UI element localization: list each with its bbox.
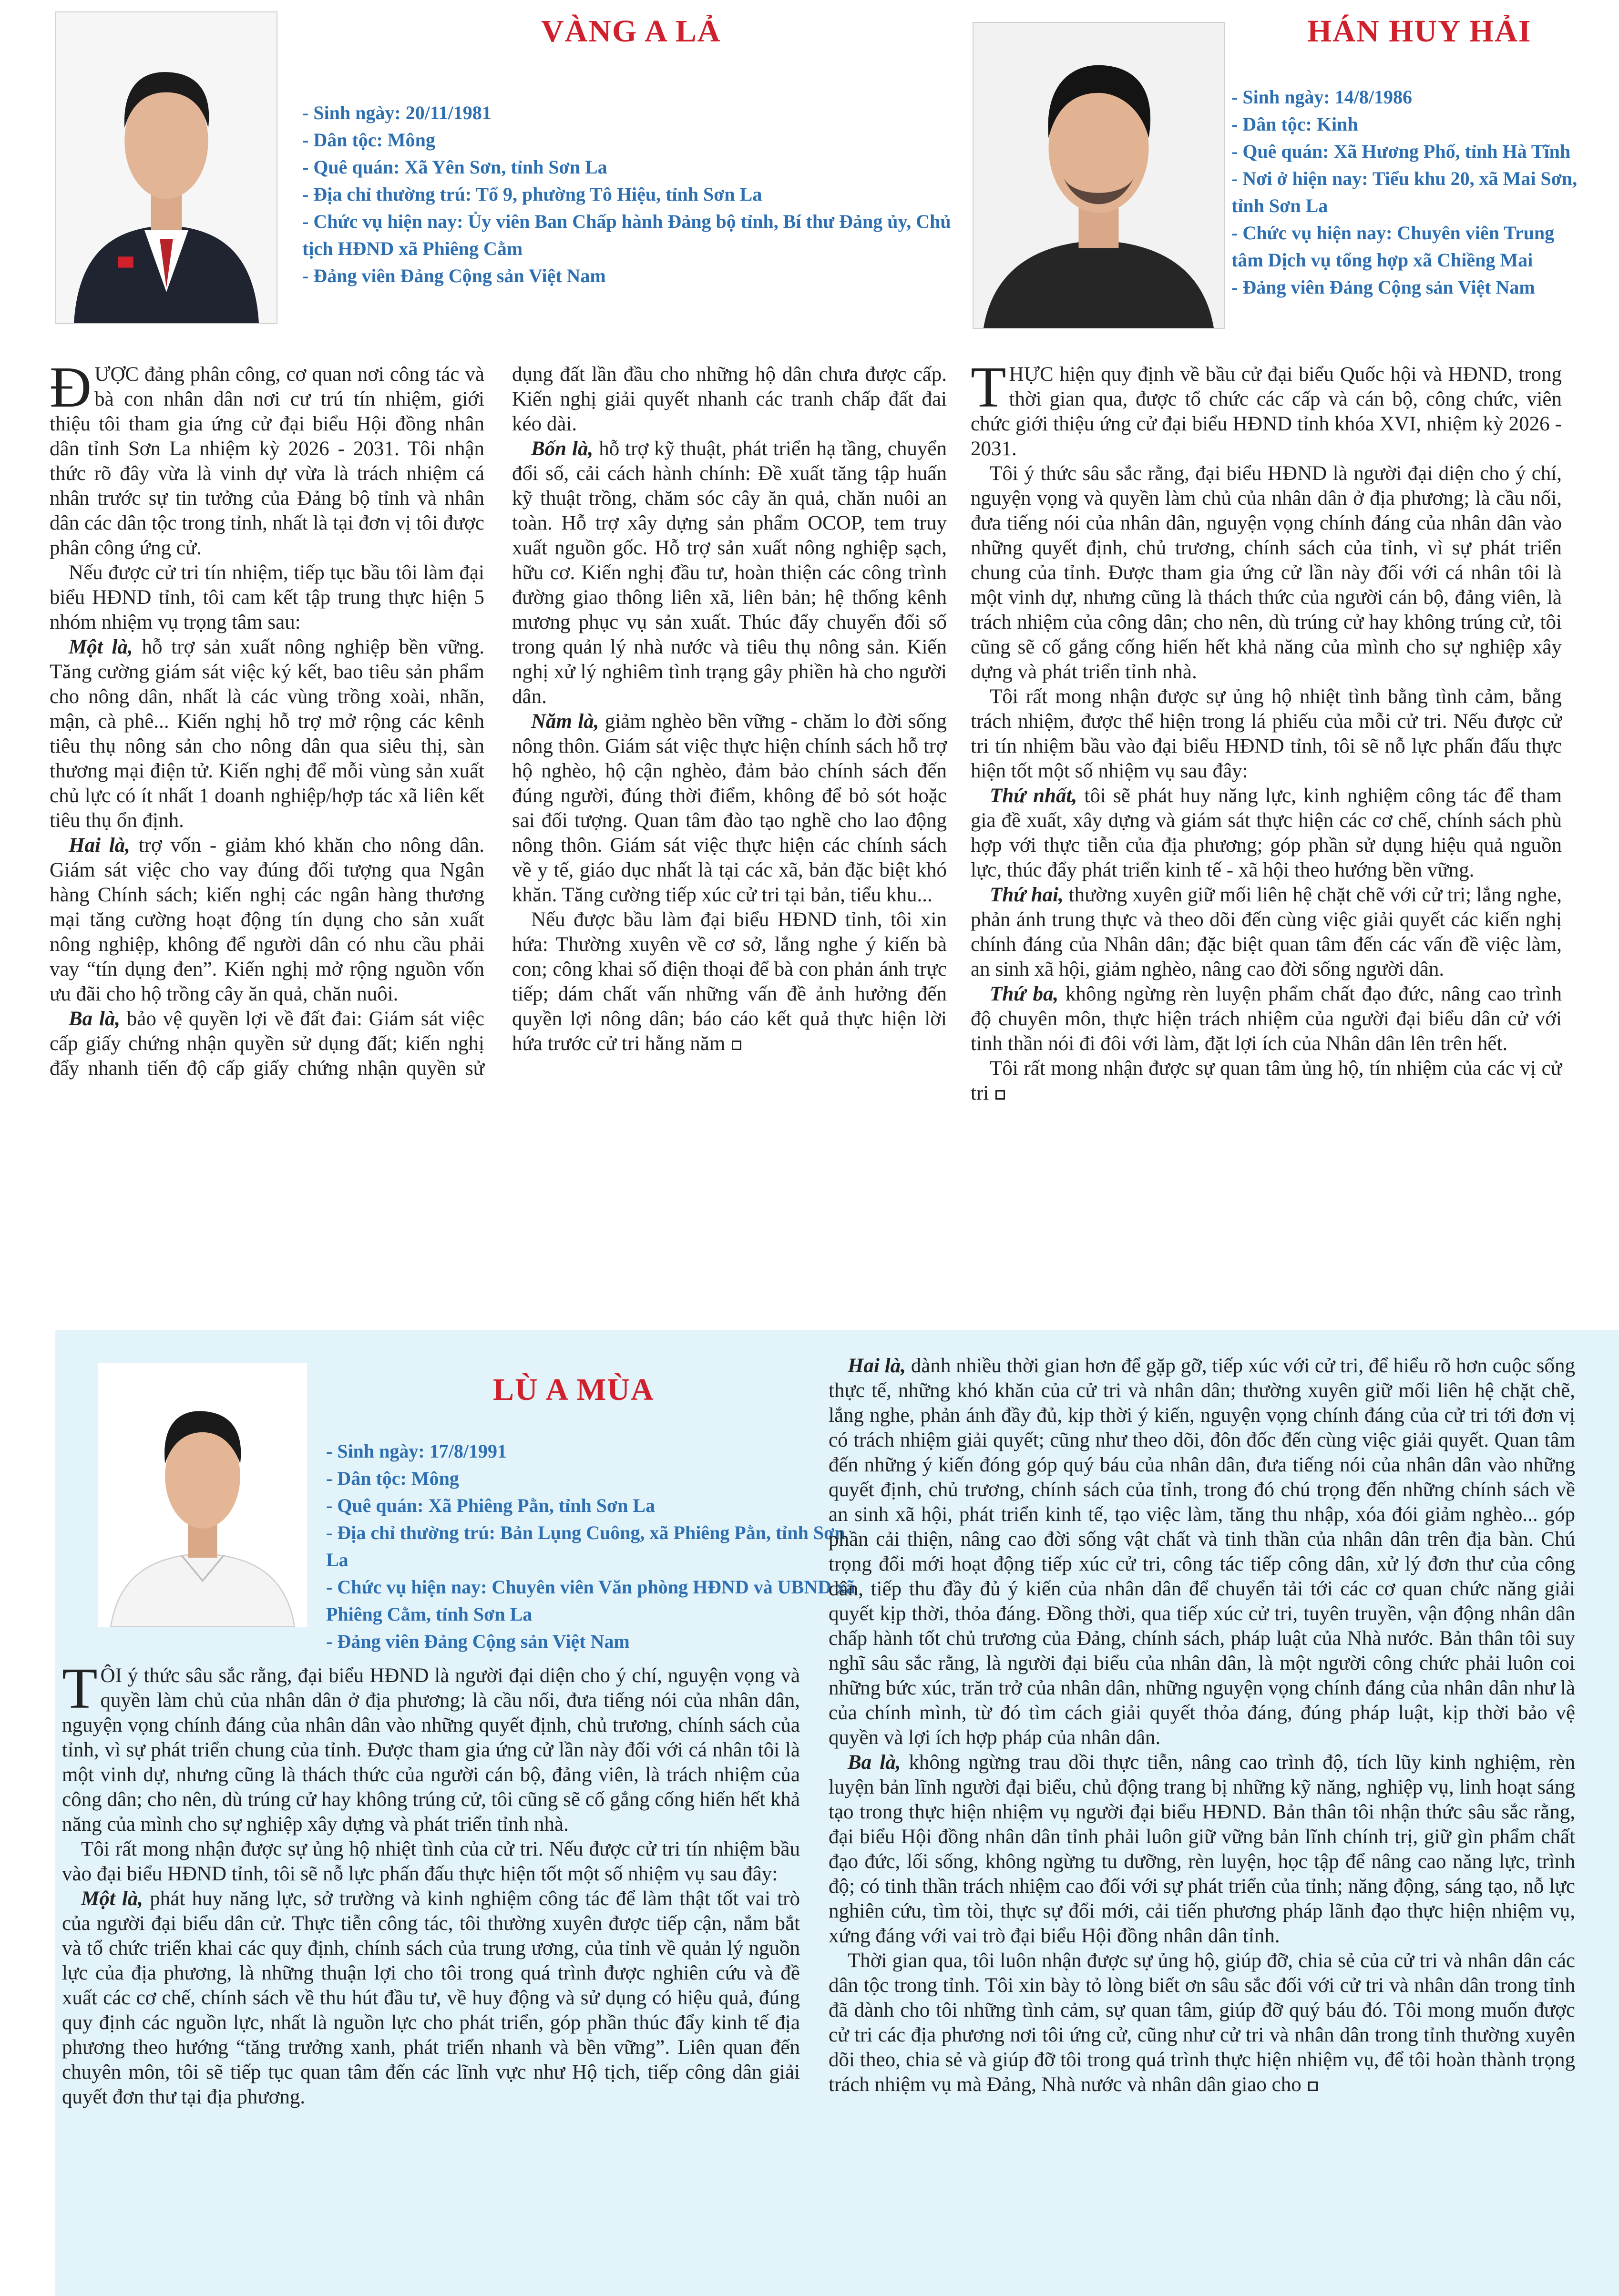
statement-paragraph [971, 684, 1562, 784]
statement-paragraph [971, 784, 1562, 883]
paragraph-text: Nếu được bầu làm đại biểu HĐND tỉnh, tôi xin hứa: Thường xuyên về cơ sở, lắng nghe ý kiến bà con; công khai số điện thoại để bà con phản ánh trực tiếp; dám chất vấn những vấn đề ảnh hưởng đến quyền lợi nông dân; báo cáo kết quả thực hiện lời hứa trước cử tri hằng năm [512, 908, 947, 1055]
candidate-info [1231, 83, 1584, 301]
paragraph-text: không ngừng rèn luyện phẩm chất đạo đức, nâng cao trình độ chuyên môn, thực hiện trách nhiệm của người đại biểu dân cử với tinh thần nói đi đôi với làm, đặt lợi ích của Nhân dân lên trên hết. [971, 983, 1562, 1055]
paragraph-text: thường xuyên giữ mối liên hệ chặt chẽ với cử tri; lắng nghe, phản ánh trung thực và theo dõi đến cùng việc giải quyết các kiến nghị chính đáng của Nhân dân; đặc biệt quan tâm đến các vấn đề việc làm, an sinh xã hội, giảm nghèo, nâng cao đời sống người dân. [971, 884, 1562, 980]
paragraph-text: ƯỢC đảng phân công, cơ quan nơi công tác và bà con nhân dân nơi cư trú tín nhiệm, giới thiệu tôi tham gia ứng cử đại biểu Hội đồng nhân dân tỉnh Sơn La nhiệm kỳ 2026 - 2031. Tôi nhận thức rõ đây vừa là vinh dự vừa là trách nhiệm cá nhân trước sự tin tưởng của Đảng bộ tỉnh và nhân dân các dân tộc trong tỉnh, nhất là tại đơn vị tôi được phân công ứng cử. [50, 363, 484, 559]
portrait-lu-a-mua [98, 1363, 307, 1627]
info-address: - Địa chỉ thường trú: Bản Lụng Cuông, xã Phiêng Pằn, tỉnh Sơn La [326, 1522, 845, 1571]
candidate-statement [50, 355, 947, 1081]
paragraph-lead: Hai là, [69, 834, 130, 857]
info-hometown: - Quê quán: Xã Phiêng Pằn, tỉnh Sơn La [326, 1495, 656, 1516]
statement-paragraph [971, 461, 1562, 684]
drop-cap: T [62, 1656, 98, 1721]
info-position: - Chức vụ hiện nay: Chuyên viên Văn phòng HĐND và UBND xã Phiêng Cằm, tỉnh Sơn La [326, 1576, 856, 1625]
statement-paragraph [50, 355, 484, 561]
statement-paragraph [62, 1837, 800, 1887]
paragraph-lead: Ba là, [69, 1008, 121, 1030]
end-mark-icon [1308, 2082, 1318, 2091]
portrait-han-huy-hai [973, 22, 1225, 329]
paragraph-text: Tôi ý thức sâu sắc rằng, đại biểu HĐND là người đại diện cho ý chí, nguyện vọng và quyền làm chủ của nhân dân ở địa phương; là cầu nối, đưa tiếng nói của nhân dân, nguyện vọng chính đáng của nhân dân vào những quyết định, chủ trương, chính sách của tỉnh, vì sự phát triển chung của tỉnh. Được tham gia ứng cử lần này đối với cá nhân tôi là một vinh dự, nhưng cũng là thách thức của người cán bộ, đảng viên, là trách nhiệm của công dân; cho nên, dù trúng cử hay không trúng cử, tôi cũng sẽ cố gắng cống hiến hết khả năng của mình cho sự nghiệp xây dựng và phát triển tỉnh nhà. [971, 462, 1562, 683]
paragraph-text: giảm nghèo bền vững - chăm lo đời sống nông thôn. Giám sát việc thực hiện chính sách hỗ trợ hộ nghèo, hộ cận nghèo, đảm bảo chính sách đến đúng người, đúng thời điểm, không để bỏ sót hoặc sai đối tượng. Quan tâm đào tạo nghề cho lao động nông thôn. Giám sát việc thực hiện các chính sách về y tế, giáo dục nhất là tại các xã, bản đặc biệt khó khăn. Tăng cường tiếp xúc cử tri tại bản, tiểu khu... [512, 710, 947, 906]
candidate-statement-right [829, 1354, 1575, 2097]
info-party: - Đảng viên Đảng Cộng sản Việt Nam [1231, 276, 1535, 298]
paragraph-text: Nếu được cử tri tín nhiệm, tiếp tục bầu tôi làm đại biểu HĐND tỉnh, tôi cam kết tập trung thực hiện 5 nhóm nhiệm vụ trọng tâm sau: [50, 561, 484, 633]
paragraph-text: tôi sẽ phát huy năng lực, kinh nghiệm công tác để tham gia đề xuất, xây dựng và giám sát thực hiện các cơ chế, chính sách phù hợp với thực tiễn của địa phương; góp phần sử dụng hiệu quả nguồn lực, thúc đẩy phát triển kinh tế - xã hội theo hướng bền vững. [971, 785, 1562, 881]
statement-paragraph [50, 561, 484, 635]
paragraph-text: hỗ trợ sản xuất nông nghiệp bền vững. Tăng cường giám sát việc ký kết, bao tiêu sản phẩm cho nông dân, nhất là các vùng trồng xoài, nhãn, mận, cà phê... Kiến nghị hỗ trợ mở rộng các kênh tiêu thụ nông sản cho nông dân qua siêu thị, sàn thương mại điện tử. Kiến nghị để mỗi vùng sản xuất chủ lực có ít nhất 1 doanh nghiệp/hợp tác xã liên kết tiêu thụ ổn định. [50, 636, 484, 832]
end-mark-icon [995, 1090, 1005, 1100]
drop-cap: T [971, 355, 1006, 419]
candidate-panel [55, 1330, 1619, 2296]
candidate-info [326, 1438, 865, 1655]
candidate-name: VÀNG A LẢ [541, 14, 721, 49]
statement-paragraph [829, 1750, 1575, 1949]
statement-paragraph [829, 1949, 1575, 2097]
statement-paragraph [512, 709, 947, 908]
candidate-statement [971, 355, 1562, 1106]
paragraph-text: Tôi rất mong nhận được sự quan tâm ủng hộ, tín nhiệm của các vị cử tri [971, 1057, 1562, 1104]
statement-paragraph [971, 1056, 1562, 1106]
paragraph-text: bảo vệ quyền lợi về đất đai: Giám sát việc cấp giấy chứng nhận quyền sử dụng đất; kiến nghị đẩy nhanh tiến độ cấp giấy chứng nhận quyền sử dụng đất lần đầu cho những hộ dân chưa được cấp. Kiến nghị giải quyết nhanh các tranh chấp đất đai kéo dài. [50, 363, 947, 1080]
info-hometown: - Quê quán: Xã Hương Phố, tỉnh Hà Tĩnh [1231, 141, 1571, 162]
info-position: - Chức vụ hiện nay: Ủy viên Ban Chấp hành Đảng bộ tỉnh, Bí thư Đảng ủy, Chủ tịch HĐND xã Phiêng Cằm [302, 211, 951, 259]
paragraph-lead: Một là, [69, 636, 133, 658]
statement-paragraph [971, 883, 1562, 982]
candidate-info [302, 99, 977, 289]
end-mark-icon [732, 1041, 741, 1050]
info-party: - Đảng viên Đảng Cộng sản Việt Nam [302, 265, 606, 286]
statement-paragraph [62, 1656, 800, 1837]
statement-paragraph [512, 908, 947, 1056]
info-ethnicity: - Dân tộc: Kinh [1231, 113, 1358, 135]
paragraph-lead: Thứ hai, [990, 884, 1064, 906]
candidate-statement-left [62, 1656, 800, 2110]
paragraph-text: hỗ trợ kỹ thuật, phát triển hạ tầng, chuyển đổi số, cải cách hành chính: Đề xuất tăng tập huấn kỹ thuật trồng, chăm sóc cây ăn quả, chăn nuôi an toàn. Hỗ trợ xây dựng sản phẩm OCOP, tem truy xuất nguồn gốc. Hỗ trợ sản xuất nông nghiệp sạch, hữu cơ. Kiến nghị đầu tư, hoàn thiện các công trình đường giao thông liên xã, liên bản; hệ thống kênh mương phục vụ sản xuất. Thúc đẩy chuyển đổi số trong quản lý nhà nước và tiêu thụ nông sản. Kiến nghị xử lý nghiêm tình trạng gây phiền hà cho người dân. [512, 438, 947, 708]
info-position: - Chức vụ hiện nay: Chuyên viên Trung tâm Dịch vụ tổng hợp xã Chiềng Mai [1231, 222, 1555, 271]
statement-paragraph [512, 437, 947, 709]
portrait-vang-a-la [55, 11, 277, 324]
paragraph-lead: Năm là, [531, 710, 599, 733]
info-party: - Đảng viên Đảng Cộng sản Việt Nam [326, 1631, 630, 1652]
info-hometown: - Quê quán: Xã Yên Sơn, tỉnh Sơn La [302, 156, 607, 178]
paragraph-text: Thời gian qua, tôi luôn nhận được sự ủng hộ, giúp đỡ, chia sẻ của cử tri và nhân dân các dân tộc trong tỉnh. Tôi xin bày tỏ lòng biết ơn sâu sắc đối với cử tri và nhân dân trong tỉnh đã dành cho tôi những tình cảm, sự quan tâm, giúp đỡ quý báu đó. Tôi mong muốn được cử tri các địa phương nơi tôi ứng cử, cũng như cử tri và nhân dân trong tỉnh thường xuyên dõi theo, chia sẻ và giúp đỡ tôi trong quá trình thực hiện nhiệm vụ, để tôi hoàn thành trọng trách nhiệm vụ mà Đảng, Nhà nước và nhân dân giao cho [829, 1949, 1575, 2096]
paragraph-lead: Thứ nhất, [990, 785, 1077, 807]
paragraph-text: Tôi rất mong nhận được sự ủng hộ nhiệt tình bằng tình cảm, bằng trách nhiệm, được thể hiện trong lá phiếu của mỗi cử tri. Nếu được cử tri tín nhiệm bầu vào đại biểu HĐND tỉnh, tôi sẽ nỗ lực phấn đấu thực hiện tốt một số nhiệm vụ sau đây: [971, 685, 1562, 782]
info-address: - Địa chỉ thường trú: Tổ 9, phường Tô Hiệu, tỉnh Sơn La [302, 184, 762, 205]
paragraph-lead: Một là, [81, 1888, 143, 1910]
statement-paragraph [971, 355, 1562, 461]
paragraph-text: ÔI ý thức sâu sắc rằng, đại biểu HĐND là người đại diện cho ý chí, nguyện vọng và quyền làm chủ của nhân dân ở địa phương; là cầu nối, đưa tiếng nói của nhân dân, nguyện vọng chính đáng của nhân dân vào những quyết định, chủ trương, chính sách của tỉnh, vì sự phát triển chung của tỉnh. Được tham gia ứng cử lần này đối với cá nhân tôi là một vinh dự, nhưng cũng là thách thức của người cán bộ, đảng viên, là trách nhiệm của công dân; cho nên, dù trúng cử hay không trúng cử, tôi cũng sẽ cố gắng cống hiến hết khả năng của mình cho sự nghiệp xây dựng và phát triển tỉnh nhà. [62, 1664, 800, 1836]
statement-paragraph [829, 1354, 1575, 1750]
paragraph-text: dành nhiều thời gian hơn để gặp gỡ, tiếp xúc với cử tri, để hiểu rõ hơn cuộc sống thực tế, những khó khăn của cử tri và nhân dân; thường xuyên giữ mối liên hệ chặt chẽ, lắng nghe, phản ánh đầy đủ, kịp thời ý kiến, nguyện vọng chính đáng của cử tri tới đơn vị có trách nhiệm giải quyết; cũng như theo dõi, đôn đốc đến cùng việc giải quyết. Quan tâm đến những ý kiến đóng góp quý báu của nhân dân, đưa tiếng nói của nhân dân vào những quyết định, chủ trương, chính sách của tỉnh, trong đó chú trọng đến những chính sách về an sinh xã hội, phát triển kinh tế, tạo việc làm, tăng thu nhập, xóa đói giảm nghèo... góp phần cải thiện, nâng cao đời sống vật chất và tinh thần của nhân dân trên địa bàn. Chú trọng đổi mới hoạt động tiếp xúc cử tri, công tác tiếp công dân, xử lý đơn thư của công dân, tiếp thu đầy đủ ý kiến của nhân dân để chuyển tải tới các cơ quan chức năng giải quyết kịp thời, thỏa đáng. Đồng thời, qua tiếp xúc cử tri, tuyên truyền, vận động nhân dân chấp hành tốt chủ trương của Đảng, chính sách, pháp luật của Nhà nước. Bản thân tôi suy nghĩ sâu sắc rằng, là người đại biểu của nhân dân, là một người công chức phải luôn coi những bức xúc, trăn trở của nhân dân, những nguyện vọng chính đáng của nhân dân như là của chính mình, từ đó tìm cách giải quyết thỏa đáng, đúng pháp luật, kịp thời bảo vệ quyền và lợi ích hợp pháp của nhân dân. [829, 1355, 1575, 1749]
candidate-name: HÁN HUY HẢI [1307, 14, 1532, 49]
paragraph-text: trợ vốn - giảm khó khăn cho nông dân. Giám sát việc cho vay đúng đối tượng qua Ngân hàng Chính sách; kiến nghị các ngân hàng thương mại tăng cường hoạt động tín dụng cho sản xuất nông nghiệp, không để người dân có nhu cầu phải vay “tín dụng đen”. Kiến nghị mở rộng nguồn vốn ưu đãi cho hộ trồng cây ăn quả, chăn nuôi. [50, 834, 485, 1005]
info-ethnicity: - Dân tộc: Mông [302, 129, 435, 151]
info-birth: - Sinh ngày: 20/11/1981 [302, 102, 492, 123]
paragraph-text: Tôi rất mong nhận được sự ủng hộ nhiệt tình của cử tri. Nếu được cử tri tín nhiệm bầu vào đại biểu HĐND tỉnh, tôi sẽ nỗ lực phấn đấu thực hiện tốt một số nhiệm vụ sau đây: [62, 1838, 800, 1885]
paragraph-text: HỰC hiện quy định về bầu cử đại biểu Quốc hội và HĐND, trong thời gian qua, được tổ chức các cấp và cán bộ, công chức, viên chức giới thiệu ứng cử đại biểu HĐND tỉnh khóa XVI, nhiệm kỳ 2026 - 2031. [971, 363, 1562, 460]
drop-cap: Đ [50, 355, 92, 419]
statement-paragraph [971, 982, 1562, 1056]
paragraph-text: phát huy năng lực, sở trường và kinh nghiệm công tác để làm thật tốt vai trò của người đại biểu dân cử. Thực tiễn công tác, tôi thường xuyên được tiếp cận, nắm bắt và tổ chức triển khai các quy định, chính sách của trung ương, của tỉnh về quản lý nguồn lực của địa phương, là những thuận lợi cho tôi trong quá trình được nghiên cứu và đề xuất các cơ chế, chính sách về thu hút đầu tư, về huy động và sử dụng có hiệu quả, đúng quy định các nguồn lực, nhất là nguồn lực cho phát triển, góp phần thúc đẩy kinh tế địa phương theo hướng “tăng trưởng xanh, phát triển nhanh và bền vững”. Liên quan đến chuyên môn, tôi sẽ tiếp tục quan tâm đến các lĩnh vực như Hộ tịch, tiếp công dân giải quyết đơn thư tại địa phương. [62, 1888, 800, 2108]
paragraph-lead: Ba là, [848, 1751, 901, 1774]
statement-paragraph [50, 635, 484, 833]
candidate-name: LÙ A MÙA [493, 1372, 655, 1407]
info-birth: - Sinh ngày: 17/8/1991 [326, 1440, 507, 1462]
statement-paragraph [62, 1887, 800, 2110]
info-residence: - Nơi ở hiện nay: Tiểu khu 20, xã Mai Sơn, tỉnh Sơn La [1231, 168, 1578, 216]
paragraph-lead: Hai là, [848, 1355, 906, 1377]
info-birth: - Sinh ngày: 14/8/1986 [1231, 86, 1412, 108]
paragraph-lead: Bốn là, [531, 438, 594, 460]
paragraph-lead: Thứ ba, [990, 983, 1059, 1005]
statement-paragraph [50, 833, 484, 1007]
paragraph-text: không ngừng trau dồi thực tiễn, nâng cao trình độ, tích lũy kinh nghiệm, rèn luyện bản lĩnh người đại biểu, chủ động trang bị những kỹ năng, nghiệp vụ, linh hoạt sáng tạo trong thực hiện nhiệm vụ người đại biểu HĐND. Bản thân tôi nhận thức sâu sắc rằng, đại biểu Hội đồng nhân dân tỉnh phải luôn giữ vững bản lĩnh chính trị, giữ gìn phẩm chất đạo đức, lối sống, không ngừng tu dưỡng, rèn luyện, học tập để nâng cao năng lực, trình độ; có tinh thần trách nhiệm cao đối với sự phát triển của tỉnh; năng động, sáng tạo, nỗ lực nghiên cứu, tìm tòi, thực sự đổi mới, cải tiến phương pháp lãnh đạo thực hiện nhiệm vụ, xứng đáng với vai trò đại biểu Hội đồng nhân dân tỉnh. [829, 1751, 1575, 1947]
info-ethnicity: - Dân tộc: Mông [326, 1468, 459, 1489]
